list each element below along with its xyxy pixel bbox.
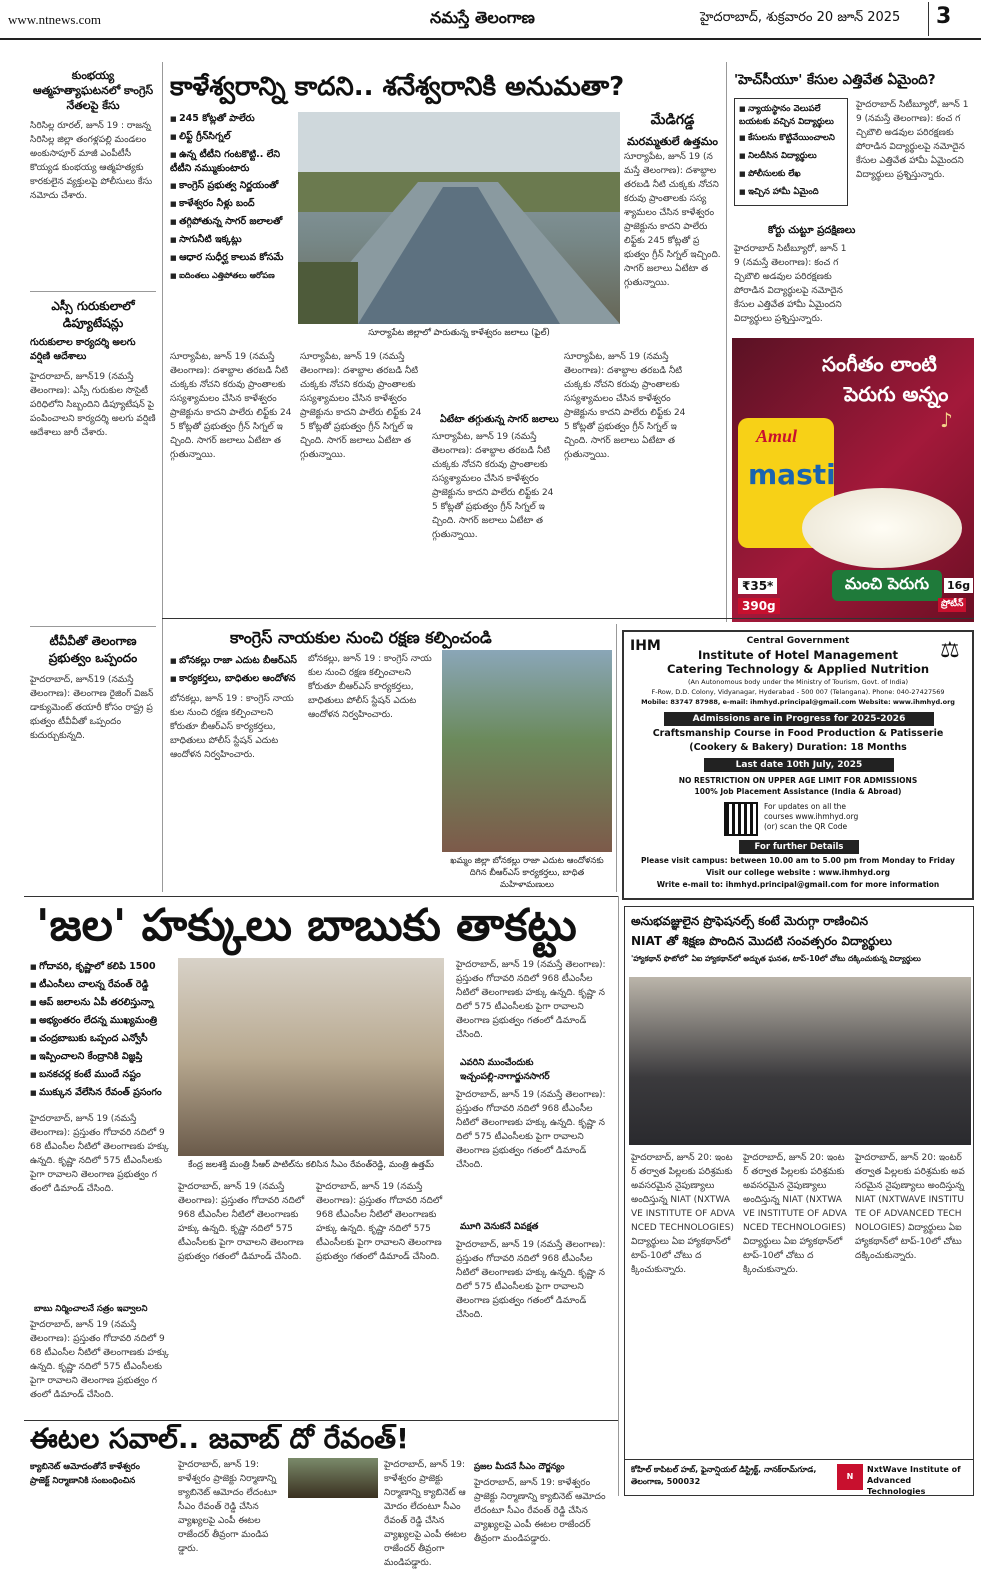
ad-protein-label: ప్రోటీన్ (938, 598, 966, 612)
cm-meeting-caption: కేంద్ర జలశక్తి మంత్రి సీఆర్ పాటిల్‌ను కలిసిన సీఎం రేవంత్‌రెడ్డి, మంత్రి ఉత్తమ్ (188, 1160, 434, 1170)
niat-body-col1: హైదరాబాద్, జూన్ 20: ఇంటర్ తర్వాత పిల్లలకు పరిశ్రమకు అవసరమైన నైపుణ్యాలు అందిస్తున్న NIAT (NXTWAVE INSTITUTE OF ADVANCED TECHNOLOGIES) విద్యార్థులు ఏఐ హ్యాకథాన్‌లో టాప్-10లో చోటు దక్కించుకున్నారు. (631, 1153, 735, 1275)
ihm-visit: Please visit campus: between 10.00 am to 5.00 pm from Monday to Friday (641, 856, 955, 865)
left-column (30, 68, 156, 888)
canal-photo (298, 112, 620, 324)
jala-bullets (30, 958, 170, 1102)
masthead: నమస్తే తెలంగాణ (430, 8, 535, 27)
kaleshwaram-headline: కాళేశ్వరాన్ని కాదని.. శనేశ్వరానికి అనుమతా? (170, 72, 625, 102)
jala-headline: 'జల' హక్కులు బాబుకు తాకట్టు (36, 900, 577, 951)
congress-body-col1: బోనకల్లు, జూన్ 19 : కాంగ్రెస్ నాయకుల నుంచి రక్షణ కల్పించాలని కోరుతూ బీఆర్‌ఎస్ కార్యకర్తలు, బాధితులు పోలీస్ స్టేషన్ ఎదుట ఆందోళన నిర్వహించారు. (170, 694, 294, 760)
ihm-course-1: Craftsmanship Course in Food Production & Patisserie (652, 728, 944, 739)
page-header (0, 0, 981, 40)
bullet: ■ ముక్కున వేలేసిన రేవంత్ ప్రసంగం (30, 1084, 170, 1102)
niat-body-col2: హైదరాబాద్, జూన్ 20: ఇంటర్ తర్వాత పిల్లలకు పరిశ్రమకు అవసరమైన నైపుణ్యాలు అందిస్తున్న NIAT (NXTWAVE INSTITUTE OF ADVANCED TECHNOLOGIES) విద్యార్థులు ఏఐ హ్యాకథాన్‌లో టాప్-10లో చోటు దక్కించుకున్నారు. (743, 1153, 847, 1275)
jala-body-col1: హైదరాబాద్, జూన్ 19 (నమస్తే తెలంగాణ): ప్రస్తుతం గోదావరి నదిలో 968 టీఎంసీల నీటిలో తెలంగాణకు హక్కు ఉన్నది. కృష్ణా నదిలో 575 టీఎంసీలకు పైగా రావాలని తెలంగాణ ప్రభుత్వం గతంలో డిమాండ్ చేసింది. (30, 1114, 169, 1194)
bullet: ■ న్యాయస్థానం వెలుపలే బయటకు వచ్చిన విద్యార్థులు (739, 103, 843, 129)
eatala-body-col1: హైదరాబాద్, జూన్ 19: కాళేశ్వరం ప్రాజెక్టు నిర్మాణాన్ని క్యాబినెట్ ఆమోదం లేదంటూ సీఎం రేవంత్ రెడ్డి చేసిన వ్యాఖ్యలపై ఎంపీ ఈటల రాజేందర్ తీవ్రంగా మండిపడ్డారు. (178, 1460, 277, 1554)
bullet: ■ ఐదింతలు ఎత్తిపోతలు ఆరోపణ (170, 267, 290, 285)
bullet: ■ కాళేశ్వరం నీళ్లు బంద్ (170, 195, 290, 213)
ihm-updates: For updates on all the courses www.ihmhyd.org (or) scan the QR Code (764, 802, 859, 831)
jala-sub1: ఎవరిని ముంచేందుకు (460, 1058, 534, 1068)
ihm-placement: 100% Job Placement Assistance (India & Abroad) (694, 787, 902, 796)
congress-body-col2: బోనకల్లు, జూన్ 19 : కాంగ్రెస్ నాయకుల నుంచి రక్షణ కల్పించాలని కోరుతూ బీఆర్‌ఎస్ కార్యకర్తలు, బాధితులు పోలీస్ స్టేషన్ ఎదుట ఆందోళన నిర్వహించారు. (308, 654, 432, 720)
page-number: 3 (936, 4, 952, 29)
eatala-body-col3: హైదరాబాద్, జూన్ 19: కాళేశ్వరం ప్రాజెక్టు నిర్మాణాన్ని క్యాబినెట్ ఆమోదం లేదంటూ సీఎం రేవంత్ రెడ్డి చేసిన వ్యాఖ్యలపై ఎంపీ ఈటల రాజేందర్ తీవ్రంగా మండిపడ్డారు. (474, 1478, 606, 1544)
section-rule (24, 896, 618, 897)
niat-advertisement[interactable] (624, 906, 974, 1496)
bullet: ■ పోలీసులకు లేఖ (739, 165, 843, 183)
ihm-admissions: Admissions are in Progress for 2025-2026 (664, 712, 934, 726)
niat-footer-address: కోహిల్ కాపిటల్ హబ్, ఫైనాన్షియల్ డిస్ట్రిక్ట్, నానక్‌రామ్‌గూడ, తెలంగాణ, 500032 (631, 1465, 817, 1486)
jala-body-col3: హైదరాబాద్, జూన్ 19 (నమస్తే తెలంగాణ): ప్రస్తుతం గోదావరి నదిలో 968 టీఎంసీల నీటిలో తెలంగాణకు హక్కు ఉన్నది. కృష్ణా నదిలో 575 టీఎంసీలకు పైగా రావాలని తెలంగాణ ప్రభుత్వం గతంలో డిమాండ్ చేసింది. (316, 1182, 443, 1262)
niat-students-photo (629, 977, 971, 1145)
story-tvv-headline: టీవీవీతో తెలంగాణ ప్రభుత్వం ఒప్పందం (48, 634, 138, 665)
bullet: ■ టీఎంసీలు చాలన్న రేవంత్ రెడ్డి (30, 976, 170, 994)
hcu-bullets-box (734, 98, 848, 206)
ihm-further: For further Details (739, 840, 859, 854)
bullet: ■ ఇప్పించాలని కేంద్రానికి విజ్ఞప్తి (30, 1048, 170, 1066)
divider (30, 291, 156, 292)
jala-body-col4c: హైదరాబాద్, జూన్ 19 (నమస్తే తెలంగాణ): ప్రస్తుతం గోదావరి నదిలో 968 టీఎంసీల నీటిలో తెలంగాణకు హక్కు ఉన్నది. కృష్ణా నదిలో 575 టీఎంసీలకు పైగా రావాలని తెలంగాణ ప్రభుత్వం గతంలో డిమాండ్ చేసింది. (456, 1240, 606, 1320)
bullet: ■ కాంగ్రెస్ ప్రభుత్వ నిర్ణయంతో (170, 177, 290, 195)
qr-code[interactable] (724, 802, 758, 836)
kaleshwaram-bullets (170, 110, 290, 285)
niat-logo-icon: N (837, 1464, 863, 1490)
jala-sub3: బాబు నిర్మించాలనే సత్రం ఇవ్వాలని (34, 1304, 148, 1314)
congress-headline: కాంగ్రెస్ నాయకుల నుంచి రక్షణ కల్పించండి (230, 628, 492, 647)
curd-rice-bowl (802, 488, 962, 568)
bullet: ■ బోనకల్లు రాజా ఎదుట బీఆర్‌ఎస్ (170, 652, 297, 670)
protest-photo (442, 650, 612, 852)
ihm-address: F-Row, D.D. Colony, Vidyanagar, Hyderabad - 500 007 (Telangana). Phone: 040-27427569 (651, 688, 945, 696)
eatala-bullets-stub (30, 1460, 170, 1488)
eatala-sub: ప్రజల మీదనే సీఎం దౌర్జన్యం (474, 1462, 565, 1472)
bullet: ప్రాజెక్ట్ నిర్మాణానికి సంబంధించిన (30, 1476, 136, 1486)
ihm-course-2: (Cookery & Bakery) Duration: 18 Months (689, 742, 907, 753)
medigadda-sub: మరమ్మతులే ఉత్తమం (627, 135, 718, 148)
ihm-write[interactable]: Write e-mail to: ihmhyd.principal@gmail.com for more information (656, 880, 940, 889)
eatala-headline: ఈటల సవాల్.. జవాబ్ దో రేవంత్! (30, 1422, 409, 1455)
ihm-website[interactable]: Visit our college website : www.ihmhyd.org (705, 868, 891, 877)
column-rule (726, 62, 727, 622)
divider (30, 626, 156, 627)
masti-product: masti (748, 458, 836, 491)
bullet: ■ కేసులను కొట్టివేయించాలని (739, 129, 843, 147)
niat-logo-text: NxtWave Institute of Advanced Technologies (867, 1465, 961, 1496)
congress-bullets (170, 652, 297, 688)
column-rule (618, 896, 619, 1496)
jala-body-col4b: హైదరాబాద్, జూన్ 19 (నమస్తే తెలంగాణ): ప్రస్తుతం గోదావరి నదిలో 968 టీఎంసీల నీటిలో తెలంగాణకు హక్కు ఉన్నది. కృష్ణా నదిలో 575 టీఎంసీలకు పైగా రావాలని తెలంగాణ ప్రభుత్వం గతంలో డిమాండ్ చేసింది. (456, 1090, 606, 1170)
eatala-body-col2: హైదరాబాద్, జూన్ 19: కాళేశ్వరం ప్రాజెక్టు నిర్మాణాన్ని క్యాబినెట్ ఆమోదం లేదంటూ సీఎం రేవంత్ రెడ్డి చేసిన వ్యాఖ్యలపై ఎంపీ ఈటల రాజేందర్ తీవ్రంగా మండిపడ్డారు. (384, 1460, 467, 1568)
bullet: క్యాబినెట్ ఆమోదంతోనే కాళేశ్వరం (30, 1462, 140, 1472)
section-rule (24, 1420, 618, 1421)
bullet: ■ నిలదీసిన విద్యార్థులు (739, 147, 843, 165)
bullet: ■ ఇచ్చిన హామీ ఏమైంది (739, 183, 843, 201)
story-deputation-body: హైదరాబాద్, జూన్19 (నమస్తే తెలంగాణ): ఎస్సీ గురుకుల సొసైటీ పరిధిలోని సిబ్బందిని డిప్యూటేషన్ పై పంపించాలని కార్యదర్శి అలగు వర్షిణి ఆదేశాలు జారీ చేశారు. (30, 372, 156, 438)
ad-tagline-2: పెరుగు అన్నం (844, 382, 949, 406)
manchi-perugu: మంచి పెరుగు (832, 570, 942, 601)
niat-footer (625, 1459, 973, 1495)
ad-tagline-1: సంగీతం లాంటి (822, 352, 937, 376)
ihm-last-date: Last date 10th July, 2025 (704, 758, 894, 772)
amul-advertisement[interactable] (732, 338, 974, 622)
story-kumbhaiah-headline: కుంభయ్య ఆత్మహత్యాఘటనలో కాంగ్రెస్ నేతలపై కేసు (32, 69, 154, 112)
niat-subhead: 'హ్యాకథాన్ ఫొటోలో' ఏఐ హ్యాకథాన్‌లో అద్భుత ఘనత, టాప్-10లో చోటు దక్కించుకున్న విద్యార్థులు (631, 954, 921, 963)
header-divider (928, 2, 929, 36)
site-url[interactable]: www.ntnews.com (8, 12, 102, 27)
jala-body-col4: హైదరాబాద్, జూన్ 19 (నమస్తే తెలంగాణ): ప్రస్తుతం గోదావరి నదిలో 968 టీఎంసీల నీటిలో తెలంగాణకు హక్కు ఉన్నది. కృష్ణా నదిలో 575 టీఎంసీలకు పైగా రావాలని తెలంగాణ ప్రభుత్వం గతంలో డిమాండ్ చేసింది. (456, 960, 606, 1040)
bullet: ■ ఆప్ జలాలను ఏపీ తరలిస్తున్నా (30, 994, 170, 1012)
bullet: ■ ఉన్న టీటీని గంటకొట్టి.. లేని టీటీని నమ్ముకుంటారు (170, 148, 290, 175)
bullet: ■ సాగునీటి ఇక్కట్లు (170, 231, 290, 249)
canal-photo-caption: సూర్యాపేట జిల్లాలో పారుతున్న కాళేశ్వరం జలాలు (ఫైల్) (368, 328, 550, 338)
kaleshwaram-body-col4: సూర్యాపేట, జూన్ 19 (నమస్తే తెలంగాణ): దశాబ్దాల తరబడి నీటి చుక్కకు నోచని కరువు ప్రాంతాలకు సస్యశ్యామలం చేసిన కాళేశ్వరం ప్రాజెక్టును కాదని పాలేరు లిఫ్ట్‌కు 245 కోట్లతో ప్రభుత్వం గ్రీన్ సిగ్నల్ ఇచ్చింది. సాగర్ జలాలు ఏటేటా తగ్గుతున్నాయి. (564, 352, 686, 460)
bullet: ■ గోదావరి, కృష్ణాలో కలిపి 1500 (30, 958, 170, 976)
ihm-advertisement[interactable] (622, 630, 974, 900)
canal-illustration (298, 112, 620, 324)
niat-body-col3: హైదరాబాద్, జూన్ 20: ఇంటర్ తర్వాత పిల్లలకు పరిశ్రమకు అవసరమైన నైపుణ్యాలు అందిస్తున్న NIAT (NXTWAVE INSTITUTE OF ADVANCED TECHNOLOGIES) విద్యార్థులు ఏఐ హ్యాకథాన్‌లో టాప్-10లో చోటు దక్కించుకున్నారు. (855, 1153, 965, 1261)
jala-body-col2: హైదరాబాద్, జూన్ 19 (నమస్తే తెలంగాణ): ప్రస్తుతం గోదావరి నదిలో 968 టీఎంసీల నీటిలో తెలంగాణకు హక్కు ఉన్నది. కృష్ణా నదిలో 575 టీఎంసీలకు పైగా రావాలని తెలంగాణ ప్రభుత్వం గతంలో డిమాండ్ చేసింది. (178, 1182, 305, 1262)
niat-headline-1: అనుభవజ్ఞులైన ప్రొఫెషనల్స్ కంటే మెరుగ్గా రాణించిన (631, 914, 869, 928)
ihm-top: Central Government (746, 636, 850, 646)
ihm-name-2: Catering Technology & Applied Nutrition (666, 662, 930, 676)
sagar-subhead: ఏటేటా తగ్గుతున్న సాగర్ జలాలు (440, 414, 559, 425)
kaleshwaram-body-col3: సూర్యాపేట, జూన్ 19 (నమస్తే తెలంగాణ): దశాబ్దాల తరబడి నీటి చుక్కకు నోచని కరువు ప్రాంతాలకు సస్యశ్యామలం చేసిన కాళేశ్వరం ప్రాజెక్టును కాదని పాలేరు లిఫ్ట్‌కు 245 కోట్లతో ప్రభుత్వం గ్రీన్ సిగ్నల్ ఇచ్చింది. సాగర్ జలాలు ఏటేటా తగ్గుతున్నాయి. (432, 432, 554, 540)
story-kumbhaiah-body: సిరిసిల్ల రూరల్, జూన్ 19 : రాజన్న సిరిసిల్ల జిల్లా తంగళ్లపల్లి మండలం అంకుసాపూర్ మాజీ ఎంపీటీసీ కొయ్యడ కుంభయ్య ఆత్మహత్యకు కారకులైన వ్యక్తులపై పోలీసులు కేసు నమోదు చేశారు. (30, 121, 153, 201)
hcu-body-col1: హైదరాబాద్ సిటీబ్యూరో, జూన్ 19 (నమస్తే తెలంగాణ): కంచ గచ్చిబౌలి అడవుల పరిరక్షణకు పోరాడిన విద్యార్థులపై నమోదైన కేసుల ఎత్తివేత హామీ ఏమైందని విద్యార్థులు ప్రశ్నిస్తున్నారు. (734, 244, 847, 324)
niat-headline-2: NIAT తో శిక్షణ పొందిన మొదటి సంవత్సరం విద్యార్థులు (631, 934, 892, 948)
eatala-photo (288, 1458, 378, 1498)
emblem-icon: ⚖ (940, 638, 960, 663)
story-deputation-headline: ఎస్సీ గురుకులాలో డిప్యూటేషన్లు (51, 299, 135, 330)
ihm-no-limit: NO RESTRICTION ON UPPER AGE LIMIT FOR ADMISSIONS (678, 776, 918, 785)
story-tvv-body: హైదరాబాద్, జూన్19 (నమస్తే తెలంగాణ): తెలంగాణ రైజింగ్ విజన్ డాక్యుమెంట్ తయారీ కోసం రాష్ట్ర ప్రభుత్వం టీవీవీతో ఒప్పందం కుదుర్చుకున్నది. (30, 675, 154, 741)
jala-body-col1b: హైదరాబాద్, జూన్ 19 (నమస్తే తెలంగాణ): ప్రస్తుతం గోదావరి నదిలో 968 టీఎంసీల నీటిలో తెలంగాణకు హక్కు ఉన్నది. కృష్ణా నదిలో 575 టీఎంసీలకు పైగా రావాలని తెలంగాణ ప్రభుత్వం గతంలో డిమాండ్ చేసింది. (30, 1320, 169, 1400)
ad-protein: 16g (944, 578, 973, 593)
bullet: ■ ఆధార సుధీర్ఘ కాలువ కోసమే (170, 249, 290, 267)
bullet: ■ 245 కోట్లతో పాలేరు (170, 110, 290, 128)
hcu-subhead: కోర్టు చుట్టూ ప్రదక్షిణలు (768, 225, 856, 236)
bullet: ■ తగ్గిపోతున్న సాగర్ జలాలతో (170, 213, 290, 231)
bullet: ■ అభ్యంతరం లేదన్న ముఖ్యమంత్రి (30, 1012, 170, 1030)
amul-brand: Amul (756, 426, 798, 446)
medigadda-body: సూర్యాపేట, జూన్ 19 (నమస్తే తెలంగాణ): దశాబ్దాల తరబడి నీటి చుక్కకు నోచని కరువు ప్రాంతాలకు సస్యశ్యామలం చేసిన కాళేశ్వరం ప్రాజెక్టును కాదని పాలేరు లిఫ్ట్‌కు 245 కోట్లతో ప్రభుత్వం గ్రీన్ సిగ్నల్ ఇచ్చింది. సాగర్ జలాలు ఏటేటా తగ్గుతున్నాయి. (624, 152, 721, 288)
medigadda-head: మేడిగడ్డ (650, 112, 695, 128)
bullet: ■ కార్యకర్తలు, బాధితుల ఆందోళన (170, 670, 297, 688)
kaleshwaram-body-col2: సూర్యాపేట, జూన్ 19 (నమస్తే తెలంగాణ): దశాబ్దాల తరబడి నీటి చుక్కకు నోచని కరువు ప్రాంతాలకు సస్యశ్యామలం చేసిన కాళేశ్వరం ప్రాజెక్టును కాదని పాలేరు లిఫ్ట్‌కు 245 కోట్లతో ప్రభుత్వం గ్రీన్ సిగ్నల్ ఇచ్చింది. సాగర్ జలాలు ఏటేటా తగ్గుతున్నాయి. (300, 352, 422, 460)
ad-weight: 390g (738, 598, 780, 614)
jala-sub2: మూగి వెనుకనే వివక్షత (460, 1222, 539, 1232)
kaleshwaram-body-col1: సూర్యాపేట, జూన్ 19 (నమస్తే తెలంగాణ): దశాబ్దాల తరబడి నీటి చుక్కకు నోచని కరువు ప్రాంతాలకు సస్యశ్యామలం చేసిన కాళేశ్వరం ప్రాజెక్టును కాదని పాలేరు లిఫ్ట్‌కు 245 కోట్లతో ప్రభుత్వం గ్రీన్ సిగ్నల్ ఇచ్చింది. సాగర్ జలాలు ఏటేటా తగ్గుతున్నాయి. (170, 352, 292, 460)
hcu-body-col2: హైదరాబాద్ సిటీబ్యూరో, జూన్ 19 (నమస్తే తెలంగాణ): కంచ గచ్చిబౌలి అడవుల పరిరక్షణకు పోరాడిన విద్యార్థులపై నమోదైన కేసుల ఎత్తివేత హామీ ఏమైందని విద్యార్థులు ప్రశ్నిస్తున్నారు. (856, 100, 969, 180)
ihm-mobile: Mobile: 83747 87988, e-mail: ihmhyd.principal@gmail.com Website: www.ihmhyd.org (641, 698, 955, 706)
cm-meeting-photo (178, 958, 444, 1156)
medigadda-box (624, 112, 721, 151)
music-note-icon: ♪ (940, 408, 953, 432)
jala-sub1b: ఇచ్చంపల్లి-నాగార్జునసాగర్ (460, 1072, 550, 1082)
ihm-name-1: Institute of Hotel Management (697, 648, 899, 662)
column-rule (162, 62, 163, 892)
hcu-headline: 'హెచ్‌సీయూ' కేసుల ఎత్తివేత ఏమైంది? (734, 72, 936, 88)
ihm-autonomous: (An Autonomous body under the Ministry of Tourism, Govt. of India) (687, 678, 909, 686)
protest-photo-caption: ఖమ్మం జిల్లా బోనకల్లు రాజా ఎదుట ఆందోళనకు దిగిన బీఆర్‌ఎస్ కార్యకర్తలు, బాధిత మహిళామణులు (450, 856, 604, 890)
bullet: ■ బనకచర్ల కంటే ముందే నష్టం (30, 1066, 170, 1084)
issue-date: హైదరాబాద్, శుక్రవారం 20 జూన్ 2025 (700, 10, 901, 25)
bullet: ■ లిఫ్ట్ గ్రీన్‌సిగ్నల్ (170, 128, 290, 146)
story-deputation-sub: గురుకులాల కార్యదర్శి అలగు వర్షిణి ఆదేశాలు (30, 337, 136, 362)
ihm-logo: IHM (630, 638, 661, 654)
ad-price: ₹35* (738, 578, 777, 594)
column-rule (616, 624, 617, 892)
section-rule (162, 618, 974, 619)
bullet: ■ చంద్రబాబుకు ఒప్పంద ఎన్వోసీ (30, 1030, 170, 1048)
